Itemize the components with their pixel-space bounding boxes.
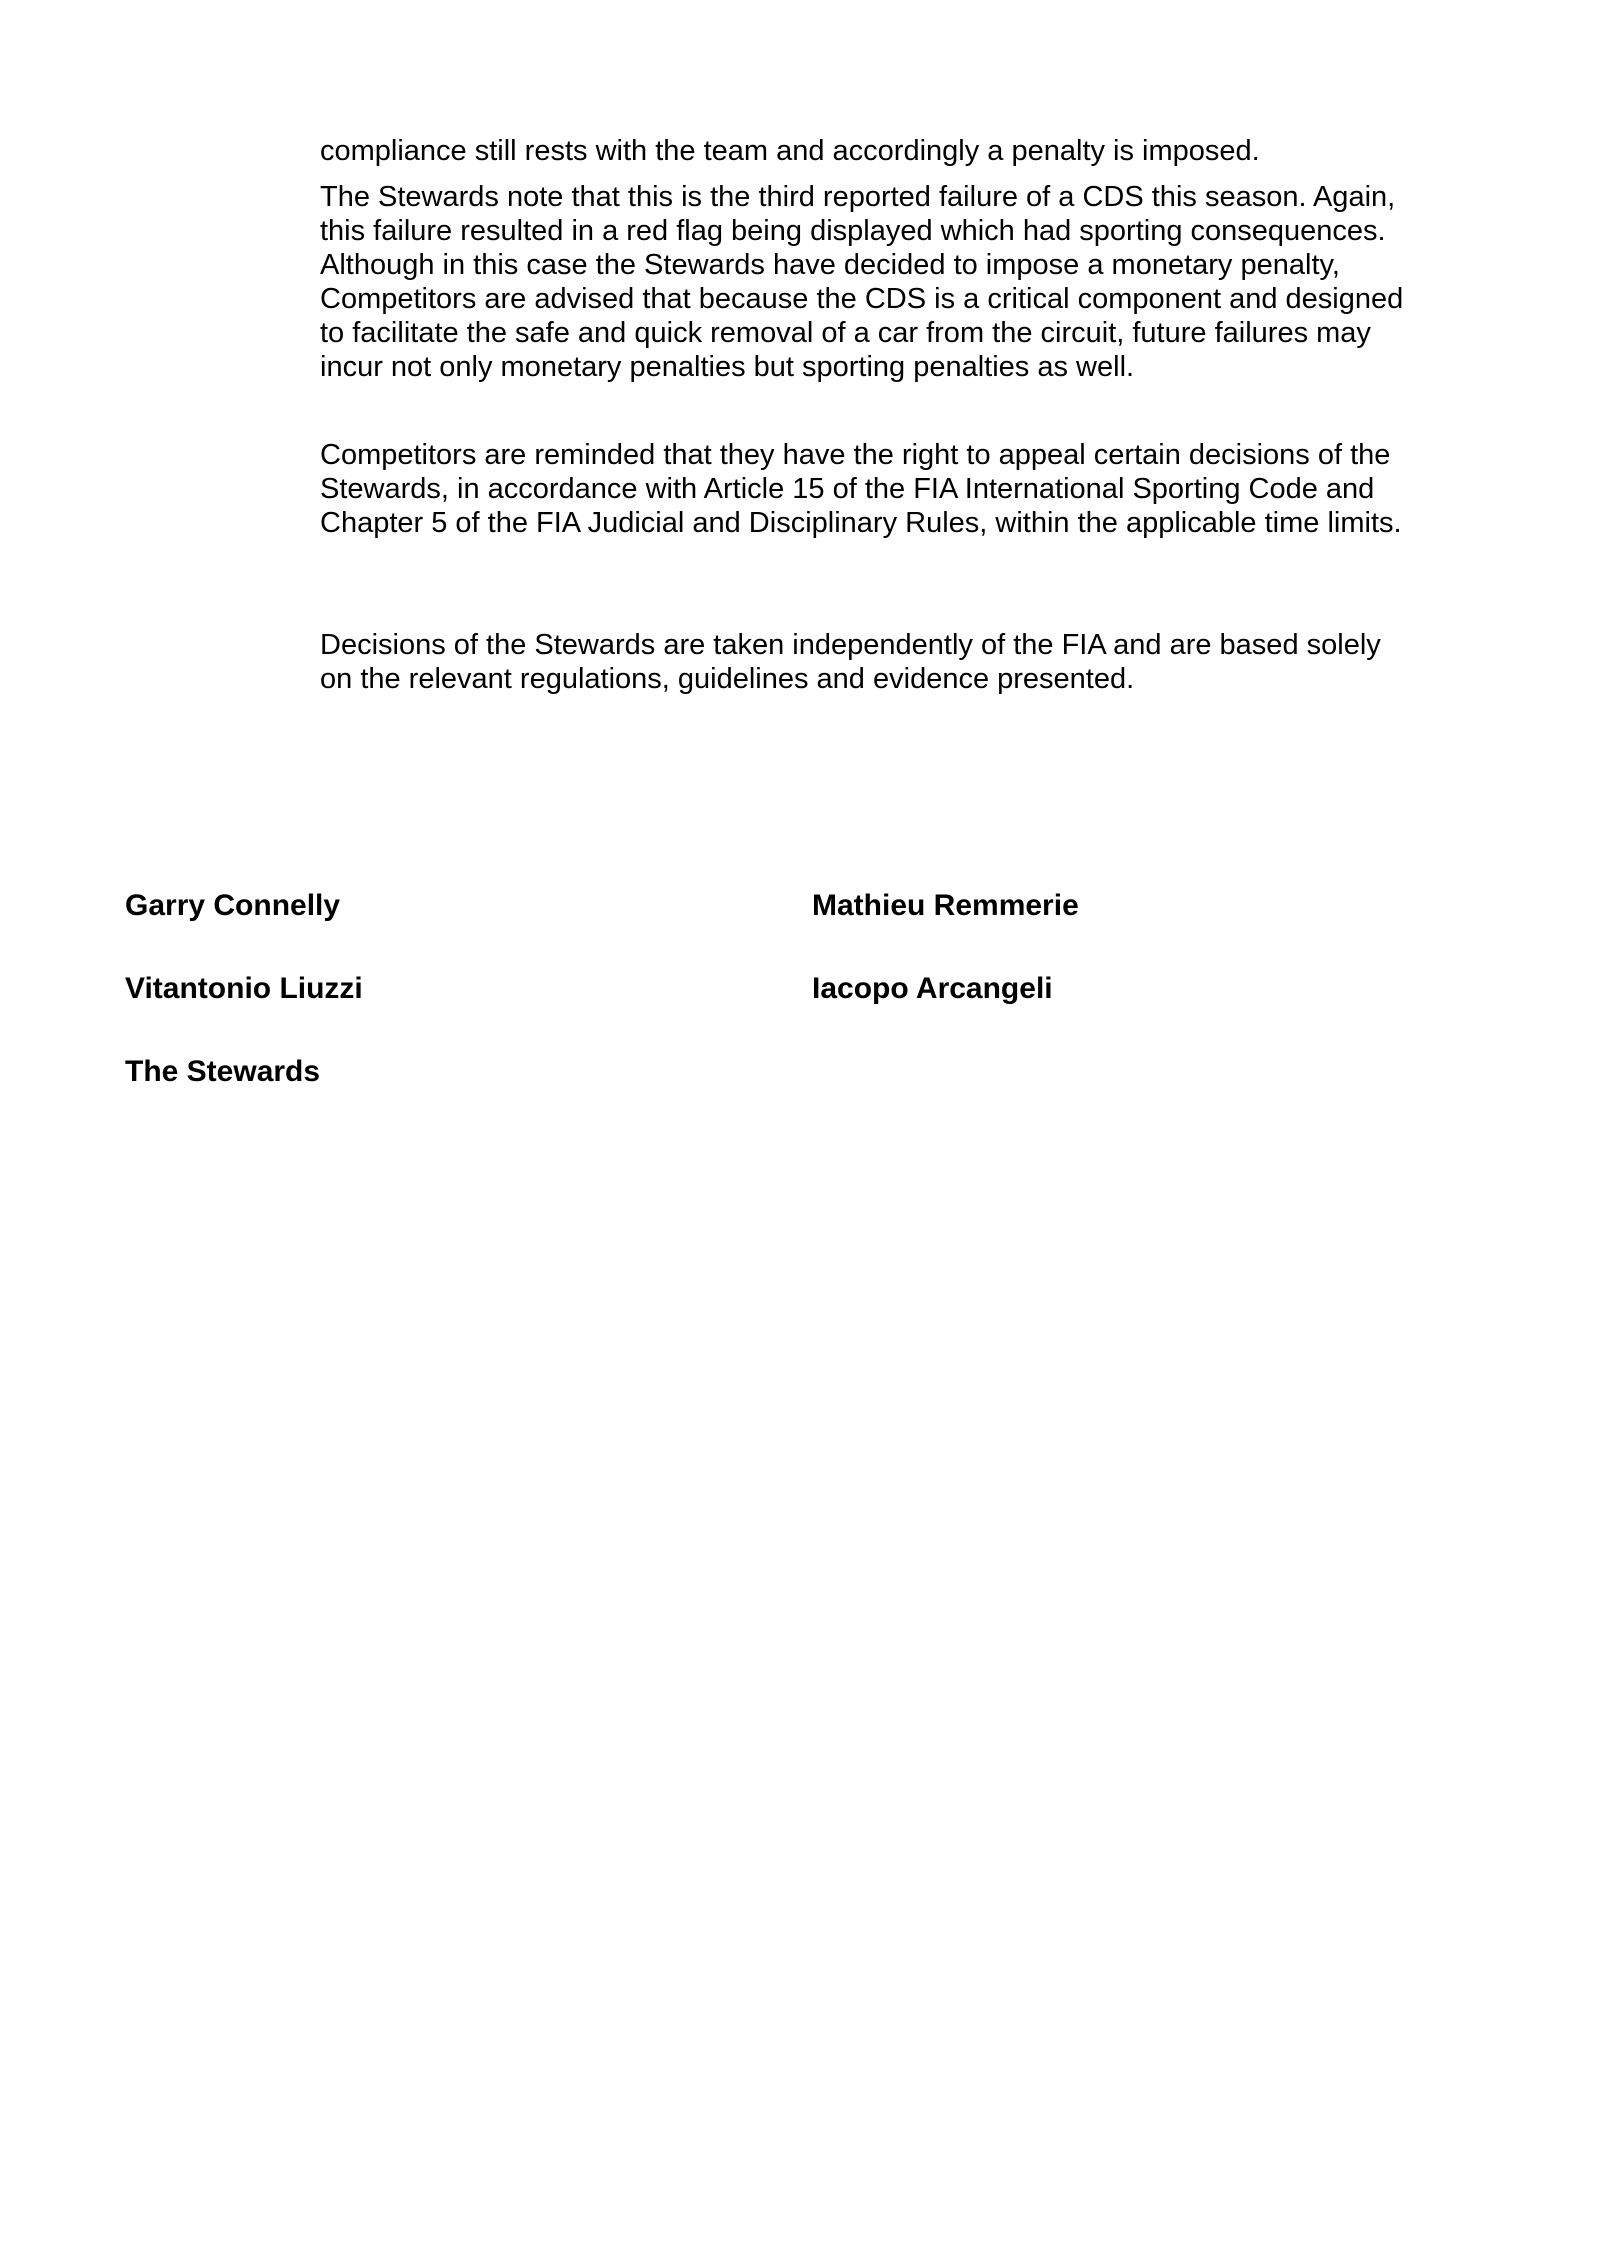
paragraph-right-to-appeal	[320, 438, 1480, 540]
signature-block-title: The Stewards	[125, 1055, 321, 1088]
text-line: incur not only monetary penalties but sporting penalties as well.	[320, 351, 1135, 383]
text-line: this failure resulted in a red flag being displayed which had sporting consequences.	[320, 215, 1386, 247]
signatory-name: Garry Connelly	[125, 889, 341, 922]
text-line: Decisions of the Stewards are taken independently of the FIA and are based solely	[320, 629, 1381, 661]
text-line: Competitors are reminded that they have the right to appeal certain decisions of the	[320, 439, 1391, 471]
text-line: Stewards, in accordance with Article 15 of the FIA International Sporting Code and	[320, 473, 1375, 505]
text-line: to facilitate the safe and quick removal of a car from the circuit, future failures may	[320, 317, 1371, 349]
text-line: Chapter 5 of the FIA Judicial and Disciplinary Rules, within the applicable time limits.	[320, 507, 1402, 539]
paragraph-cds-failure	[320, 180, 1480, 384]
text-line: The Stewards note that this is the third reported failure of a CDS this season. Again,	[320, 181, 1396, 213]
text-line: Although in this case the Stewards have decided to impose a monetary penalty,	[320, 249, 1340, 281]
text-line: compliance still rests with the team and accordingly a penalty is imposed.	[320, 135, 1260, 167]
signatory-name: Mathieu Remmerie	[812, 889, 1079, 922]
text-line: on the relevant regulations, guidelines and evidence presented.	[320, 663, 1135, 695]
signatory-name: Vitantonio Liuzzi	[125, 972, 363, 1005]
paragraph-independence-statement	[320, 628, 1480, 696]
text-line: Competitors are advised that because the CDS is a critical component and designed	[320, 283, 1404, 315]
signatory-name: Iacopo Arcangeli	[812, 972, 1053, 1005]
paragraph-penalty-compliance	[320, 134, 1480, 168]
